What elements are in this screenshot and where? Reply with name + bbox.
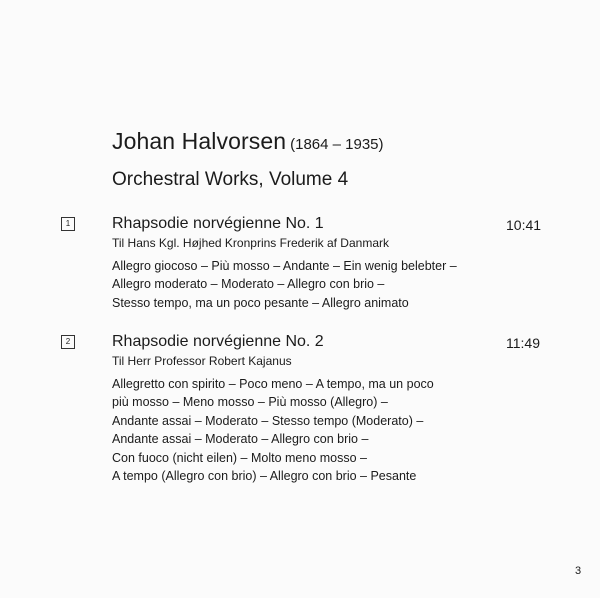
track-duration: 10:41 bbox=[506, 217, 542, 233]
movement-line: Stesso tempo, ma un poco pesante – Allegro animato bbox=[112, 295, 409, 310]
volume-title: Orchestral Works, Volume 4 bbox=[112, 169, 349, 190]
movement-line: più mosso – Meno mosso – Più mosso (Allegro) – bbox=[112, 395, 388, 410]
track-number-box: 2 bbox=[61, 335, 75, 349]
movement-list bbox=[112, 257, 457, 312]
movement-line: Andante assai – Moderato – Stesso tempo (Moderato) – bbox=[112, 413, 424, 428]
movement-line: Allegro giocoso – Più mosso – Andante – Ein wenig belebter – bbox=[112, 259, 457, 273]
movement-line: Andante assai – Moderato – Allegro con brio – bbox=[112, 432, 369, 447]
page-number: 3 bbox=[575, 565, 582, 577]
composer-dates: (1864 – 1935) bbox=[290, 136, 384, 153]
track-dedication: Til Hans Kgl. Højhed Kronprins Frederik af Danmark bbox=[112, 236, 389, 250]
track-number-box: 1 bbox=[61, 217, 75, 231]
composer-heading bbox=[112, 120, 384, 157]
track-title: Rhapsodie norvégienne No. 1 bbox=[112, 215, 324, 232]
track-duration: 11:49 bbox=[506, 335, 540, 351]
movement-line: Allegro moderato – Moderato – Allegro con brio – bbox=[112, 277, 385, 292]
track-title: Rhapsodie norvégienne No. 2 bbox=[112, 333, 324, 350]
movement-line: A tempo (Allegro con brio) – Allegro con brio – Pesante bbox=[112, 469, 417, 484]
movement-list bbox=[112, 375, 434, 485]
movement-line: Con fuoco (nicht eilen) – Molto meno mosso – bbox=[112, 450, 367, 465]
composer-name: Johan Halvorsen bbox=[112, 128, 287, 154]
movement-line: Allegretto con spirito – Poco meno – A tempo, ma un poco bbox=[112, 377, 434, 391]
track-dedication: Til Herr Professor Robert Kajanus bbox=[112, 354, 292, 368]
